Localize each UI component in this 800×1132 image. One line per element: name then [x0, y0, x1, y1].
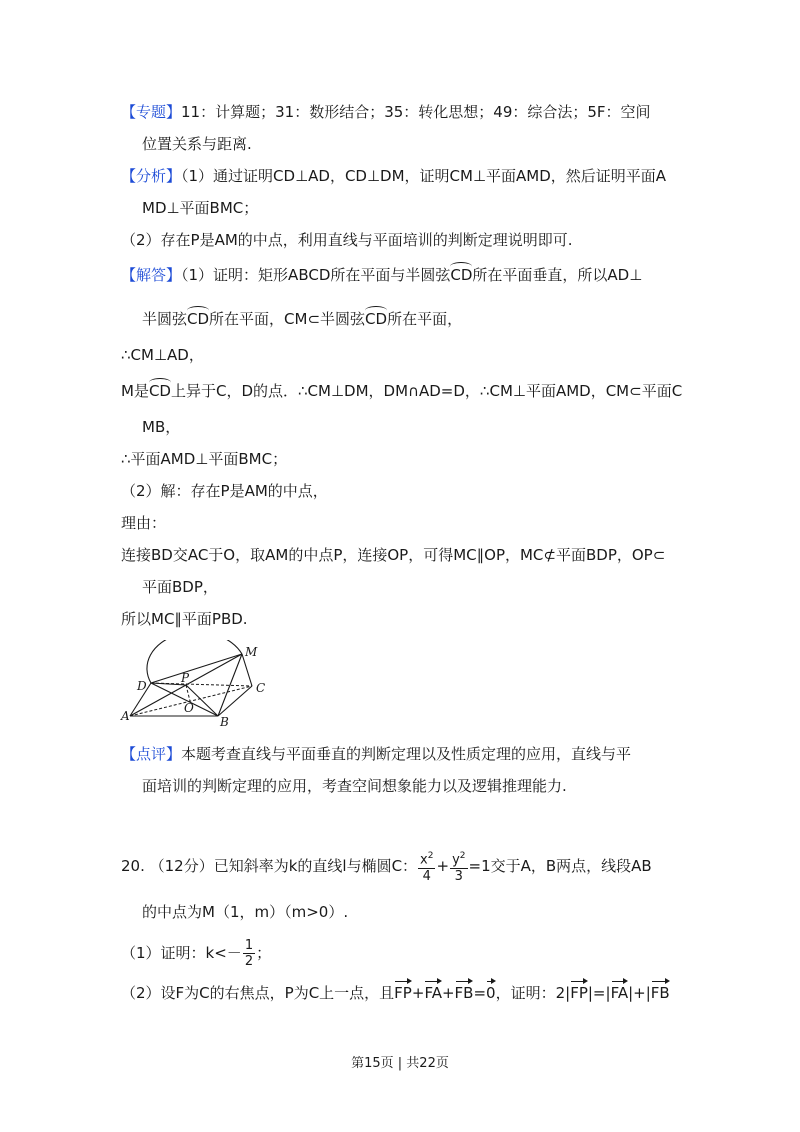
arc-cd: CD [187, 310, 210, 328]
answer-line-9: 连接BD交AC于O，取AM的中点P，连接OP，可得MC∥OP，MC⊄平面BDP，OP⊂ [121, 546, 666, 564]
page-footer: 第15页 | 共22页 [351, 1056, 449, 1071]
vector-fa: FA [424, 984, 442, 1002]
analysis-cont: MD⊥平面BMC； [142, 199, 259, 217]
answer-line-10: 平面BDP， [142, 578, 218, 596]
comment-line [121, 744, 631, 764]
problem20-q2: （2）设F为C的右焦点，P为C上一点，且FP+FA+FB=0，证明：2|FP|=|FA|+|FB [121, 984, 670, 1002]
answer-line-5: MB， [142, 418, 181, 436]
edge-dc [151, 683, 252, 686]
vector-zero: 0 [486, 984, 496, 1002]
analysis-text: （1）通过证明CD⊥AD，CD⊥DM，证明CM⊥平面AMD，然后证明平面A [181, 167, 667, 185]
answer-line-6: ∴平面AMD⊥平面BMC； [121, 450, 288, 468]
topic-line [121, 102, 651, 122]
answer-line-3: ∴CM⊥AD， [121, 346, 204, 364]
vector-fb: FB [650, 984, 670, 1002]
problem20-line-1: 20. （12分）已知斜率为k的直线l与椭圆C： $\frac{x^2}{4}$ + $\frac{y^2}{3}$ =1交于A，B两点，线段AB [121, 851, 652, 884]
label-a: A [121, 709, 130, 723]
answer-line-11: 所以MC∥平面PBD. [121, 610, 248, 628]
answer-line-7: （2）解：存在P是AM的中点， [121, 482, 328, 500]
label-p: P [181, 671, 190, 685]
fraction-y2-3: $\frac{y^2}{3}$ [452, 851, 466, 884]
topic-cont: 位置关系与距离. [142, 135, 252, 153]
comment-cont: 面培训的判断定理的应用，考查空间想象能力以及逻辑推理能力. [142, 777, 567, 795]
analysis-line [121, 166, 666, 186]
arc-cd: CD [450, 266, 473, 284]
arc-cd: CD [365, 310, 388, 328]
answer-line-2: 半圆弦CD所在平面，CM⊂半圆弦CD所在平面， [142, 310, 463, 328]
label-d: D [137, 679, 147, 693]
vector-fa: FA [610, 984, 629, 1002]
label-b: B [220, 715, 229, 729]
fraction-x2-4: $\frac{x^2}{4}$ [420, 851, 434, 884]
edge-bc [218, 686, 252, 716]
label-m: M [245, 645, 258, 659]
geometry-figure [118, 640, 278, 730]
fraction-one-half: $\frac{1}{2}$ [244, 938, 254, 969]
answer-line-8: 理由： [121, 514, 167, 532]
analysis-part2: （2）存在P是AM的中点，利用直线与平面培训的判断定理说明即可. [121, 231, 573, 249]
answer-tag: 【解答】 [121, 266, 182, 284]
answer-line-4: M是CD上异于C，D的点．∴CM⊥DM，DM∩AD=D，∴CM⊥平面AMD，CM⊂平面C [121, 382, 683, 400]
analysis-tag: 【分析】 [121, 167, 182, 185]
label-c: C [256, 681, 266, 695]
label-o: O [184, 701, 194, 715]
comment-text: 本题考查直线与平面垂直的判断定理以及性质定理的应用，直线与平 [181, 745, 632, 763]
problem20-q1: （1）证明：k<－ $\frac{1}{2}$ ； [121, 938, 272, 969]
comment-tag: 【点评】 [121, 745, 182, 763]
topic-text: 11：计算题；31：数形结合；35：转化思想；49：综合法；5F：空间 [181, 103, 651, 121]
vector-fp: FP [570, 984, 588, 1002]
vector-fb: FB [454, 984, 474, 1002]
arc-cd: CD [148, 382, 171, 400]
topic-tag: 【专题】 [121, 103, 182, 121]
problem20-line-2: 的中点为M（1，m）（m>0）. [142, 903, 349, 921]
vector-fp: FP [394, 984, 412, 1002]
answer-line-1: 【解答】（1）证明：矩形ABCD所在平面与半圆弦CD所在平面垂直，所以AD⊥ [121, 266, 643, 284]
